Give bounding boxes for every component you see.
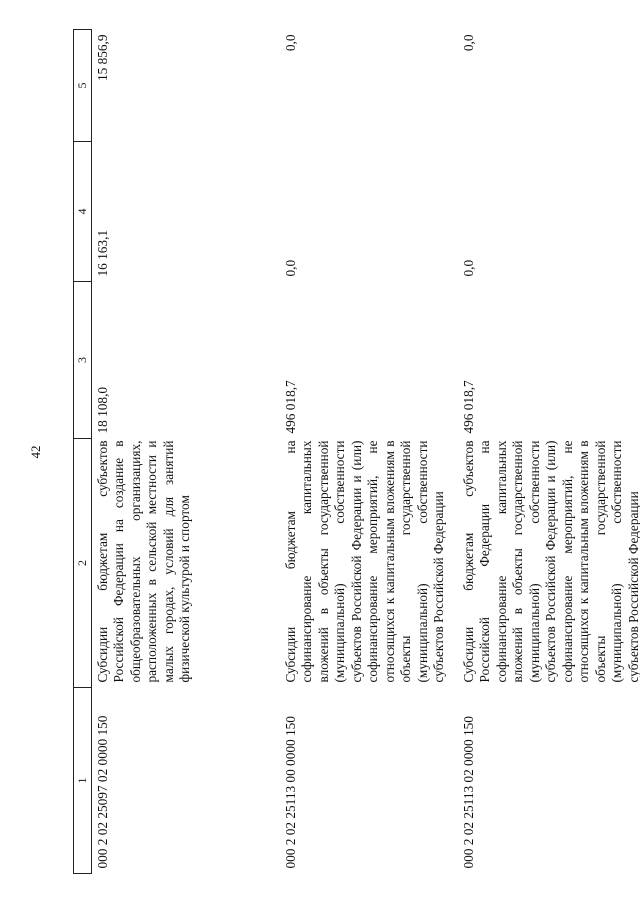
column-header-2: 2 (74, 439, 92, 688)
description-cell: Субсидии бюджетам на софинансирование капитальных вложений в объекты государственной (муниципальной) собственности субъектов Российской Федерации и (или) софинансирование мероприятий, не относящихся к капитальным вложениям в объекты государственной (муниципальной) собственности субъектов Российской Федерации (282, 440, 446, 683)
page-number: 42 (28, 445, 43, 459)
table-row (458, 30, 640, 874)
column-header-5: 5 (74, 30, 92, 142)
amount-cell-col3: 496 018,7 (282, 380, 298, 434)
budget-table-container (73, 30, 640, 874)
table-row (280, 30, 458, 874)
amount-cell-col3: 496 018,7 (460, 380, 476, 434)
column-header-3: 3 (74, 282, 92, 439)
description-cell: Субсидии бюджетам субъектов Российской Федерации на создание в общеобразовательных организациях, расположенных в сельской местности и малых городах, условий для занятий физической культурой и спортом (94, 440, 192, 683)
table-row (91, 30, 280, 874)
amount-cell-col4: 0,0 (460, 259, 476, 277)
amount-cell-col4: 0,0 (282, 259, 298, 277)
column-header-1: 1 (74, 688, 92, 874)
description-cell: Субсидии бюджетам субъектов Российской Федерации на софинансирование капитальных вложений в объекты государственной (муниципальной) собственности субъектов Российской Федерации и (или) софинансирование мероприятий, не относящихся к капитальным вложениям в объекты государственной (муниципальной) собственности субъектов Российской Федерации (460, 440, 640, 683)
amount-cell-col5: 0,0 (282, 34, 298, 52)
budget-code-cell: 000 2 02 25113 00 0000 150 (282, 716, 298, 869)
budget-table (73, 29, 640, 874)
amount-cell-col5: 0,0 (460, 34, 476, 52)
budget-code-cell: 000 2 02 25097 02 0000 150 (94, 715, 110, 869)
amount-cell-col5: 15 856,9 (94, 34, 110, 82)
column-header-4: 4 (74, 142, 92, 282)
amount-cell-col4: 16 163,1 (94, 229, 110, 277)
amount-cell-col3: 18 108,0 (94, 386, 110, 434)
budget-code-cell: 000 2 02 25113 02 0000 150 (460, 716, 476, 869)
table-header-row (74, 30, 92, 874)
